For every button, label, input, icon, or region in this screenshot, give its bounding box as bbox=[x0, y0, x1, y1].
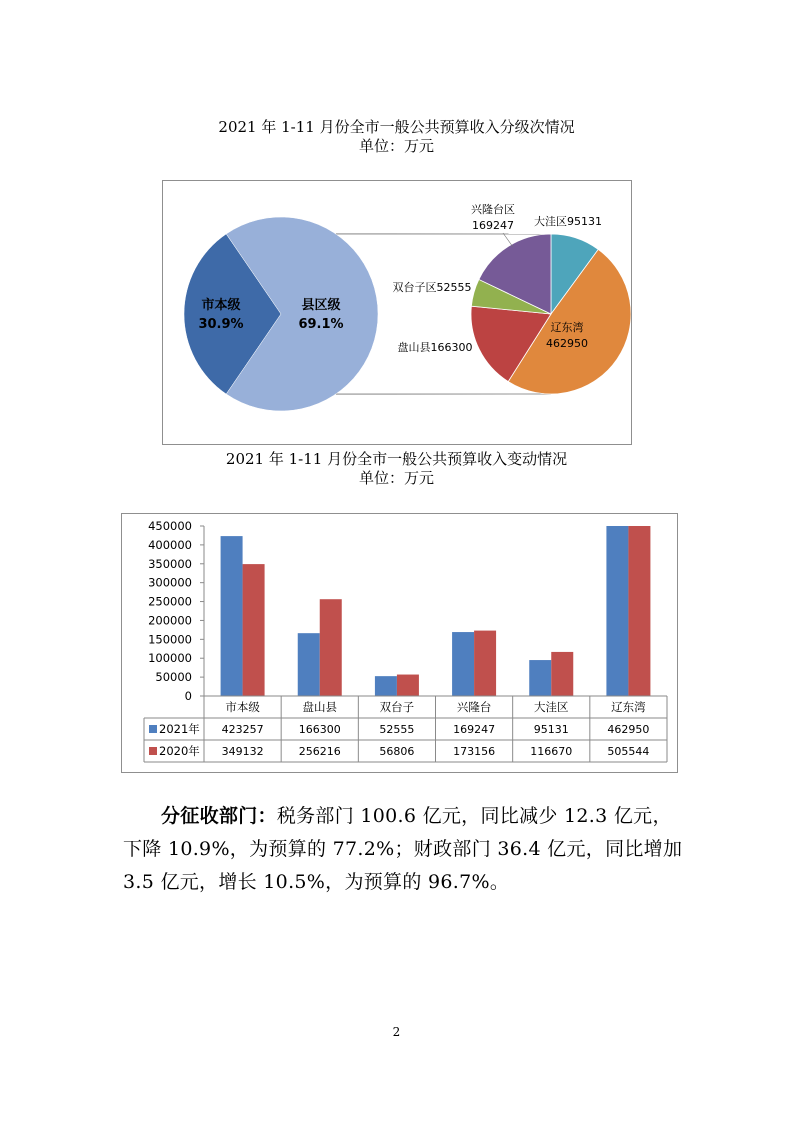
y-tick-label: 50000 bbox=[155, 670, 192, 685]
legend-swatch-2020 bbox=[149, 747, 157, 755]
y-tick-label: 100000 bbox=[148, 651, 192, 666]
bar-2020-5 bbox=[628, 526, 650, 696]
bar-2020-3 bbox=[474, 631, 496, 696]
table-cell-value: 462950 bbox=[607, 723, 650, 736]
label-county-level-name: 县区级 bbox=[301, 298, 341, 313]
pie-chart-frame bbox=[162, 180, 632, 445]
table-cell-value: 256216 bbox=[298, 745, 341, 758]
bar-chart bbox=[122, 514, 677, 772]
label-liaodongwan-name: 辽东湾 bbox=[550, 321, 584, 334]
label-liaodongwan-value: 462950 bbox=[546, 337, 588, 350]
bar-2021-3 bbox=[452, 632, 474, 696]
table-cell-value: 349132 bbox=[221, 745, 264, 758]
label-shuangtaizi: 双台子区52555 bbox=[392, 281, 472, 294]
bar-2020-4 bbox=[551, 652, 573, 696]
table-cell-value: 173156 bbox=[453, 745, 496, 758]
label-county-level-percent: 69.1% bbox=[298, 317, 344, 332]
bar-2020-0 bbox=[243, 564, 265, 696]
bar-chart-frame bbox=[121, 513, 678, 773]
x-category-label: 兴隆台 bbox=[456, 700, 492, 714]
bar-2020-2 bbox=[397, 675, 419, 696]
y-tick-label: 200000 bbox=[148, 613, 192, 628]
bar-2021-5 bbox=[606, 526, 628, 696]
y-tick-label: 0 bbox=[184, 689, 192, 703]
x-category-label: 市本级 bbox=[225, 700, 260, 714]
table-cell-value: 95131 bbox=[533, 723, 569, 736]
y-tick-label: 250000 bbox=[148, 594, 192, 609]
label-panshan: 盘山县166300 bbox=[397, 341, 473, 354]
table-cell-value: 166300 bbox=[298, 723, 341, 736]
bar-2021-2 bbox=[375, 676, 397, 696]
label-xinglongtai-value: 169247 bbox=[472, 219, 514, 232]
table-cell-value: 116670 bbox=[530, 745, 573, 758]
label-dawa: 大洼区95131 bbox=[534, 215, 602, 228]
table-cell-value: 423257 bbox=[221, 723, 264, 736]
y-tick-label: 400000 bbox=[148, 537, 192, 552]
label-city-level-percent: 30.9% bbox=[198, 317, 244, 332]
x-category-label: 大洼区 bbox=[534, 700, 569, 714]
paragraph-lead: 分征收部门： bbox=[161, 805, 277, 827]
bar-2020-1 bbox=[320, 599, 342, 696]
pie-of-pie-chart bbox=[163, 181, 631, 444]
label-xinglongtai-name: 兴隆台区 bbox=[471, 203, 515, 216]
table-cell-value: 52555 bbox=[379, 723, 415, 736]
y-tick-label: 350000 bbox=[148, 556, 192, 571]
bar-chart-unit: 单位：万元 bbox=[358, 469, 434, 487]
table-cell-value: 56806 bbox=[379, 745, 415, 758]
legend-label-2021: 2021年 bbox=[159, 722, 200, 736]
body-paragraph bbox=[123, 800, 683, 899]
y-tick-label: 150000 bbox=[148, 632, 192, 647]
x-category-label: 双台子 bbox=[379, 700, 415, 714]
page-number: 2 bbox=[392, 1025, 401, 1039]
legend-label-2020: 2020年 bbox=[159, 744, 200, 758]
bar-2021-4 bbox=[529, 660, 551, 696]
table-cell-value: 505544 bbox=[607, 745, 650, 758]
y-tick-label: 300000 bbox=[148, 575, 192, 590]
y-tick-label: 450000 bbox=[148, 519, 192, 533]
bar-chart-title: 2021 年 1-11 月份全市一般公共预算收入变动情况 bbox=[225, 450, 568, 468]
table-cell-value: 169247 bbox=[453, 723, 496, 736]
pie-chart-unit: 单位：万元 bbox=[358, 137, 434, 155]
pie-chart-title: 2021 年 1-11 月份全市一般公共预算收入分级次情况 bbox=[218, 118, 575, 136]
x-category-label: 辽东湾 bbox=[611, 700, 646, 714]
paragraph-body: 税务部门 100.6 亿元，同比减少 12.3 亿元，下降 10.9%，为预算的 77.2%；财政部门 36.4 亿元，同比增加 3.5 亿元，增长 10.5%，为预算的 96.7%。 bbox=[123, 805, 683, 893]
label-city-level-name: 市本级 bbox=[201, 298, 241, 313]
x-category-label: 盘山县 bbox=[302, 700, 337, 714]
bar-2021-1 bbox=[298, 633, 320, 696]
bar-2021-0 bbox=[221, 536, 243, 696]
leader-line-xinglongtai bbox=[503, 233, 513, 247]
legend-swatch-2021 bbox=[149, 725, 157, 733]
